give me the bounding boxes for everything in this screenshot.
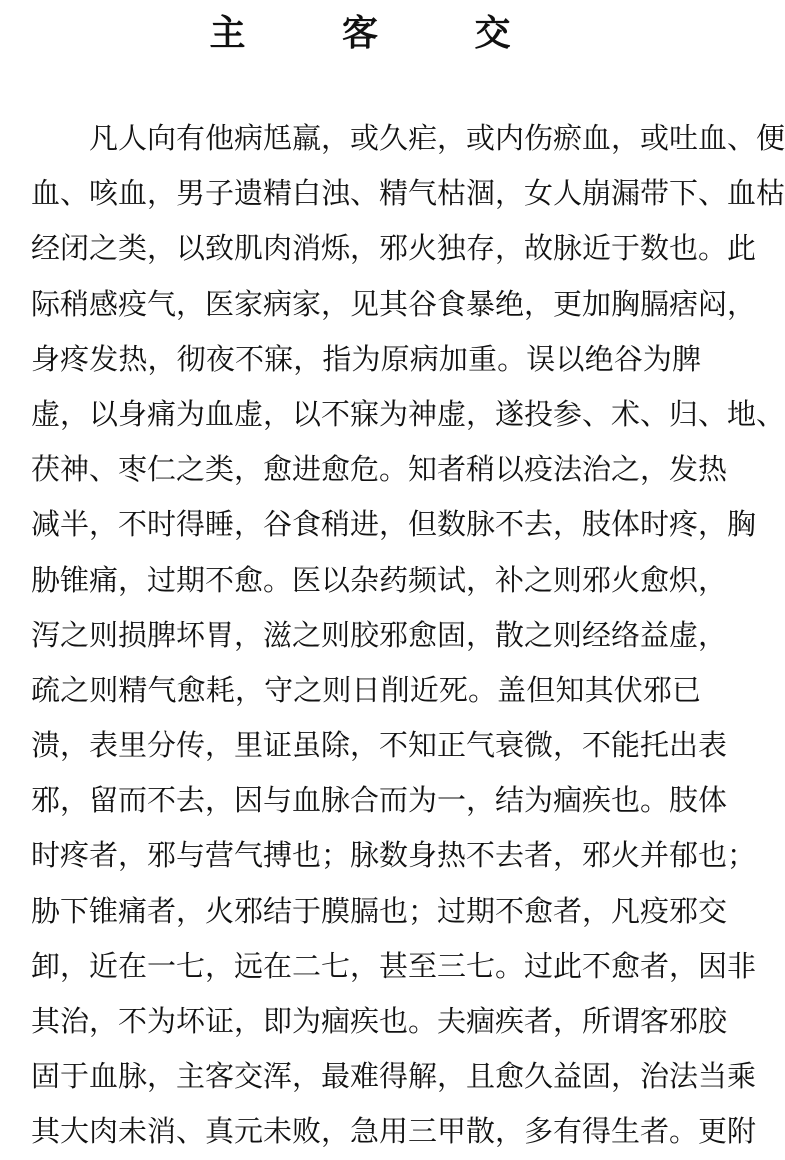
- page-title: 主 客 交: [209, 13, 553, 54]
- text-line: 固于血脉，主客交浑，最难得解，且愈久益固，治法当乘: [31, 1059, 757, 1094]
- text-line: 胁锥痛，过期不愈。医以杂药频试，补之则邪火愈炽，: [31, 562, 728, 597]
- text-line: 邪，留而不去，因与血脉合而为一，结为痼疾也。肢体: [31, 783, 728, 818]
- text-line: 减半，不时得睡，谷食稍进，但数脉不去，肢体时疼，胸: [31, 507, 757, 542]
- body-text: [31, 111, 785, 1160]
- text-line: 经闭之类，以致肌肉消烁，邪火独存，故脉近于数也。此: [31, 231, 757, 266]
- text-line: 血、咳血，男子遗精白浊、精气枯涸，女人崩漏带下、血枯: [31, 176, 785, 211]
- text-line: 虚，以身痛为血虚，以不寐为神虚，遂投参、术、归、地、: [31, 396, 785, 431]
- text-line: 时疼者，邪与营气搏也；脉数身热不去者，邪火并郁也；: [31, 838, 757, 873]
- text-line: 茯神、枣仁之类，愈进愈危。知者稍以疫法治之，发热: [31, 452, 728, 487]
- text-line: 溃，表里分传，里证虽除，不知正气衰微，不能托出表: [31, 728, 728, 763]
- text-line: 胁下锥痛者，火邪结于膜膈也；过期不愈者，凡疫邪交: [31, 893, 728, 928]
- text-line: 际稍感疫气，医家病家，见其谷食暴绝，更加胸膈痞闷，: [31, 286, 757, 321]
- text-line: 疏之则精气愈耗，守之则日削近死。盖但知其伏邪已: [31, 672, 701, 707]
- text-line: 其治，不为坏证，即为痼疾也。夫痼疾者，所谓客邪胶: [31, 1004, 728, 1038]
- text-line: 泻之则损脾坏胃，滋之则胶邪愈固，散之则经络益虚，: [31, 617, 728, 652]
- text-line: 卸，近在一七，远在二七，甚至三七。过此不愈者，因非: [31, 948, 757, 983]
- text-line: 身疼发热，彻夜不寐，指为原病加重。误以绝谷为脾: [31, 341, 701, 376]
- text-line: 其大肉未消、真元未败，急用三甲散，多有得生者。更附: [31, 1114, 757, 1149]
- text-line: 凡人向有他病尪羸，或久疟，或内伤瘀血，或吐血、便: [89, 121, 785, 155]
